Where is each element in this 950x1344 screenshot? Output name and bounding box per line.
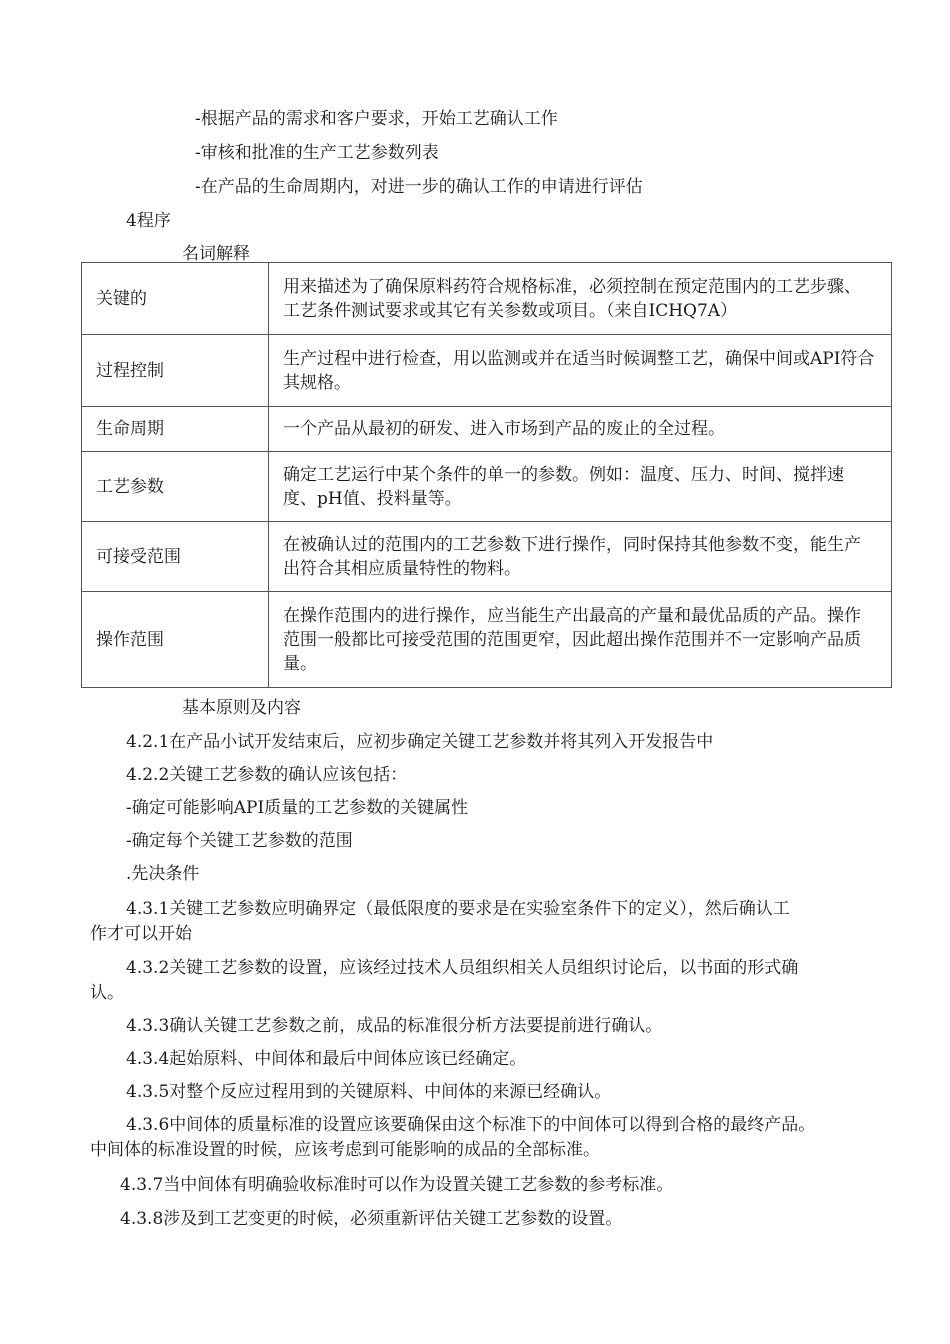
- definition-cell: 用来描述为了确保原料药符合规格标准，必须控制在预定范围内的工艺步骤、工艺条件测试要求或其它有关参数或项目。（来自ICHQ7A）: [269, 263, 892, 335]
- principles-heading: 基本原则及内容: [182, 698, 301, 718]
- definitions-heading: 名词解释: [182, 244, 250, 264]
- item-4-3-6-line-1: 4.3.6中间体的质量标准的设置应该要确保由这个标准下的中间体可以得到合格的最终产品。: [126, 1115, 816, 1135]
- item-4-3-2-line-2: 认。: [90, 983, 124, 1003]
- section-heading-procedure: 4程序: [126, 211, 171, 231]
- definition-cell: 在操作范围内的进行操作，应当能生产出最高的产量和最优品质的产品。操作范围一般都比可接受范围的范围更窄，因此超出操作范围并不一定影响产品质量。: [269, 592, 892, 688]
- definitions-table: [81, 262, 892, 688]
- item-4-3-2-line-1: 4.3.2关键工艺参数的设置，应该经过技术人员组织相关人员组织讨论后，以书面的形式确: [126, 958, 799, 978]
- table-row: [82, 407, 892, 452]
- table-row: [82, 452, 892, 522]
- table-row: [82, 335, 892, 407]
- term-cell: 操作范围: [82, 592, 269, 688]
- term-cell: 生命周期: [82, 407, 269, 452]
- term-cell: 可接受范围: [82, 522, 269, 592]
- prerequisites-heading: .先决条件: [126, 864, 200, 884]
- term-cell: 关键的: [82, 263, 269, 335]
- item-4-3-4: 4.3.4起始原料、中间体和最后中间体应该已经确定。: [126, 1049, 527, 1069]
- item-4-3-1-line-1: 4.3.1关键工艺参数应明确界定（最低限度的要求是在实验室条件下的定义），然后确认工: [126, 899, 790, 919]
- definition-cell: 生产过程中进行检查，用以监测或并在适当时候调整工艺，确保中间或API符合其规格。: [269, 335, 892, 407]
- item-4-3-5: 4.3.5对整个反应过程用到的关键原料、中间体的来源已经确认。: [126, 1082, 612, 1102]
- item-4-3-8: 4.3.8涉及到工艺变更的时候，必须重新评估关键工艺参数的设置。: [120, 1209, 623, 1229]
- intro-line-3: -在产品的生命周期内，对进一步的确认工作的申请进行评估: [195, 177, 643, 197]
- term-cell: 工艺参数: [82, 452, 269, 522]
- definition-cell: 一个产品从最初的研发、进入市场到产品的废止的全过程。: [269, 407, 892, 452]
- item-4-3-6-line-2: 中间体的标准设置的时候，应该考虑到可能影响的成品的全部标准。: [90, 1140, 600, 1160]
- item-4-2-2: 4.2.2关键工艺参数的确认应该包括：: [126, 765, 408, 785]
- intro-line-1: -根据产品的需求和客户要求，开始工艺确认工作: [195, 109, 558, 129]
- definition-cell: 在被确认过的范围内的工艺参数下进行操作，同时保持其他参数不变，能生产出符合其相应质量特性的物料。: [269, 522, 892, 592]
- term-cell: 过程控制: [82, 335, 269, 407]
- item-4-2-2-b: -确定每个关键工艺参数的范围: [126, 831, 353, 851]
- table-row: [82, 592, 892, 688]
- item-4-2-2-a: -确定可能影响API质量的工艺参数的关键属性: [126, 798, 469, 818]
- item-4-3-1-line-2: 作才可以开始: [90, 924, 192, 944]
- item-4-3-7: 4.3.7当中间体有明确验收标准时可以作为设置关键工艺参数的参考标准。: [120, 1175, 674, 1195]
- item-4-2-1: 4.2.1在产品小试开发结束后，应初步确定关键工艺参数并将其列入开发报告中: [126, 732, 714, 752]
- table-row: [82, 522, 892, 592]
- table-row: [82, 263, 892, 335]
- item-4-3-3: 4.3.3确认关键工艺参数之前，成品的标准很分析方法要提前进行确认。: [126, 1016, 663, 1036]
- intro-line-2: -审核和批准的生产工艺参数列表: [195, 143, 439, 163]
- definition-cell: 确定工艺运行中某个条件的单一的参数。例如：温度、压力、时间、搅拌速度、pH值、投料量等。: [269, 452, 892, 522]
